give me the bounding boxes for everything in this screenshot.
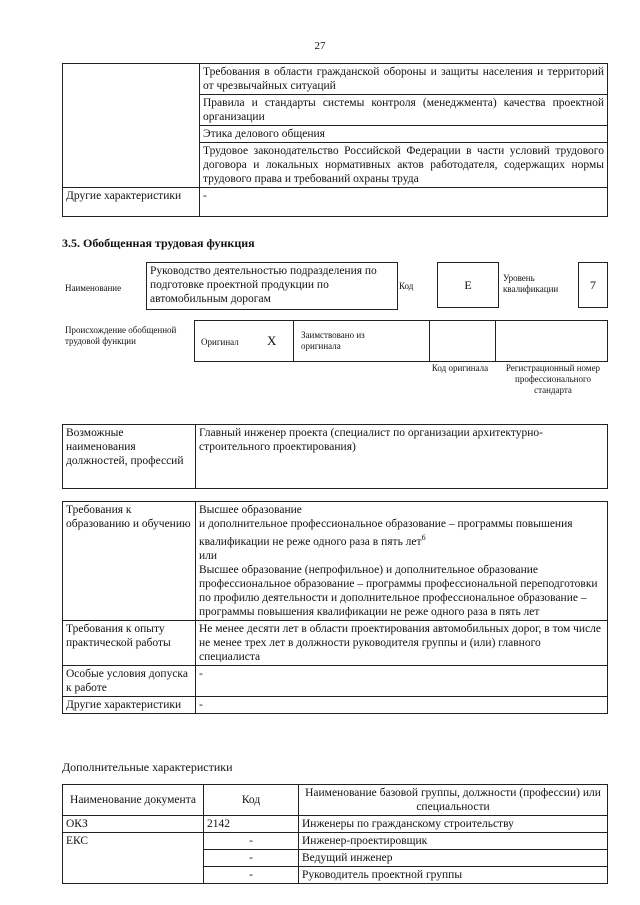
other-characteristics-label: Другие характеристики	[63, 696, 196, 713]
header-name: Наименование базовой группы, должности (профессии) или специальности	[299, 785, 608, 816]
education-line	[199, 517, 604, 549]
footnote-mark: 6	[421, 533, 426, 542]
divider	[293, 321, 294, 361]
code-value: E	[437, 262, 499, 308]
additional-title: Дополнительные характеристики	[62, 760, 233, 774]
knowledge-item: Правила и стандарты системы контроля (менеджмента) качества проектной организации	[200, 95, 608, 126]
additional-table	[62, 784, 608, 884]
header-code: Код	[204, 785, 299, 816]
education-value	[196, 502, 608, 621]
name-label: Наименование	[65, 283, 122, 293]
level-label: Уровень квалификации	[503, 273, 559, 294]
positions-label: Возможные наименования должностей, профессий	[63, 425, 196, 489]
knowledge-item: Трудовое законодательство Российской Федерации в части условий трудового договора и локальных нормативных актов работодателя, содержащих нормы трудового права и требований охраны труда	[200, 143, 608, 188]
empty-label-cell	[63, 64, 200, 188]
level-value: 7	[578, 262, 608, 308]
other-characteristics-value: -	[196, 696, 608, 713]
origin-box	[194, 320, 608, 362]
positions-table	[62, 424, 608, 489]
origin-label: Происхождение обобщенной трудовой функции	[65, 325, 177, 346]
other-characteristics-label: Другие характеристики	[63, 188, 200, 217]
education-line-text: и дополнительное профессиональное образование – программы повышения квалификации не реже одного раза в пять лет	[199, 518, 573, 548]
eks-code: -	[204, 833, 299, 850]
page-number: 27	[314, 40, 326, 52]
header-document: Наименование документа	[63, 785, 204, 816]
okz-code: 2142	[204, 816, 299, 833]
requirements-table	[62, 501, 608, 714]
education-line: Высшее образование	[199, 504, 302, 516]
knowledge-item: Требования в области гражданской обороны и защиты населения и территорий от чрезвычайных ситуаций	[200, 64, 608, 95]
experience-value: Не менее десяти лет в области проектирования автомобильных дорог, в том числе не менее трех лет в должности руководителя группы и (или) главного специалиста	[196, 620, 608, 665]
borrowed-label: Заимствовано из оригинала	[301, 330, 365, 351]
eks-name: Руководитель проектной группы	[299, 867, 608, 884]
other-characteristics-value: -	[200, 188, 608, 217]
eks-code: -	[204, 867, 299, 884]
original-mark: X	[267, 333, 277, 348]
divider	[495, 321, 496, 361]
special-conditions-value: -	[196, 665, 608, 696]
reg-number-label: Регистрационный номер профессионального стандарта	[505, 363, 601, 395]
positions-value: Главный инженер проекта (специалист по организации архитектурно-строительного проектирования)	[196, 425, 608, 489]
code-label: Код	[399, 281, 414, 291]
section-title: 3.5. Обобщенная трудовая функция	[62, 236, 255, 250]
divider	[429, 321, 430, 361]
required-knowledge-table	[62, 63, 608, 217]
original-label: Оригинал	[201, 337, 239, 347]
eks-name: Инженер-проектировщик	[299, 833, 608, 850]
special-conditions-label: Особые условия допуска к работе	[63, 665, 196, 696]
eks-doc: ЕКС	[63, 833, 204, 884]
education-line: Высшее образование (непрофильное) и дополнительное образование профессиональное образование – программы профессиональной переподготовки по профилю деятельности и дополнительное профессиональное образование – программы повышения квалификации не реже одного раза в пять лет	[199, 563, 598, 618]
eks-name: Ведущий инженер	[299, 850, 608, 867]
knowledge-item: Этика делового общения	[200, 126, 608, 143]
experience-label: Требования к опыту практической работы	[63, 620, 196, 665]
name-value: Руководство деятельностью подразделения по подготовке проектной продукции по автомобильным дорогам	[146, 262, 398, 310]
eks-code: -	[204, 850, 299, 867]
okz-doc: ОКЗ	[63, 816, 204, 833]
education-label: Требования к образованию и обучению	[63, 502, 196, 621]
okz-name: Инженеры по гражданскому строительству	[299, 816, 608, 833]
code-original-label: Код оригинала	[431, 363, 489, 373]
education-line: или	[199, 549, 218, 562]
